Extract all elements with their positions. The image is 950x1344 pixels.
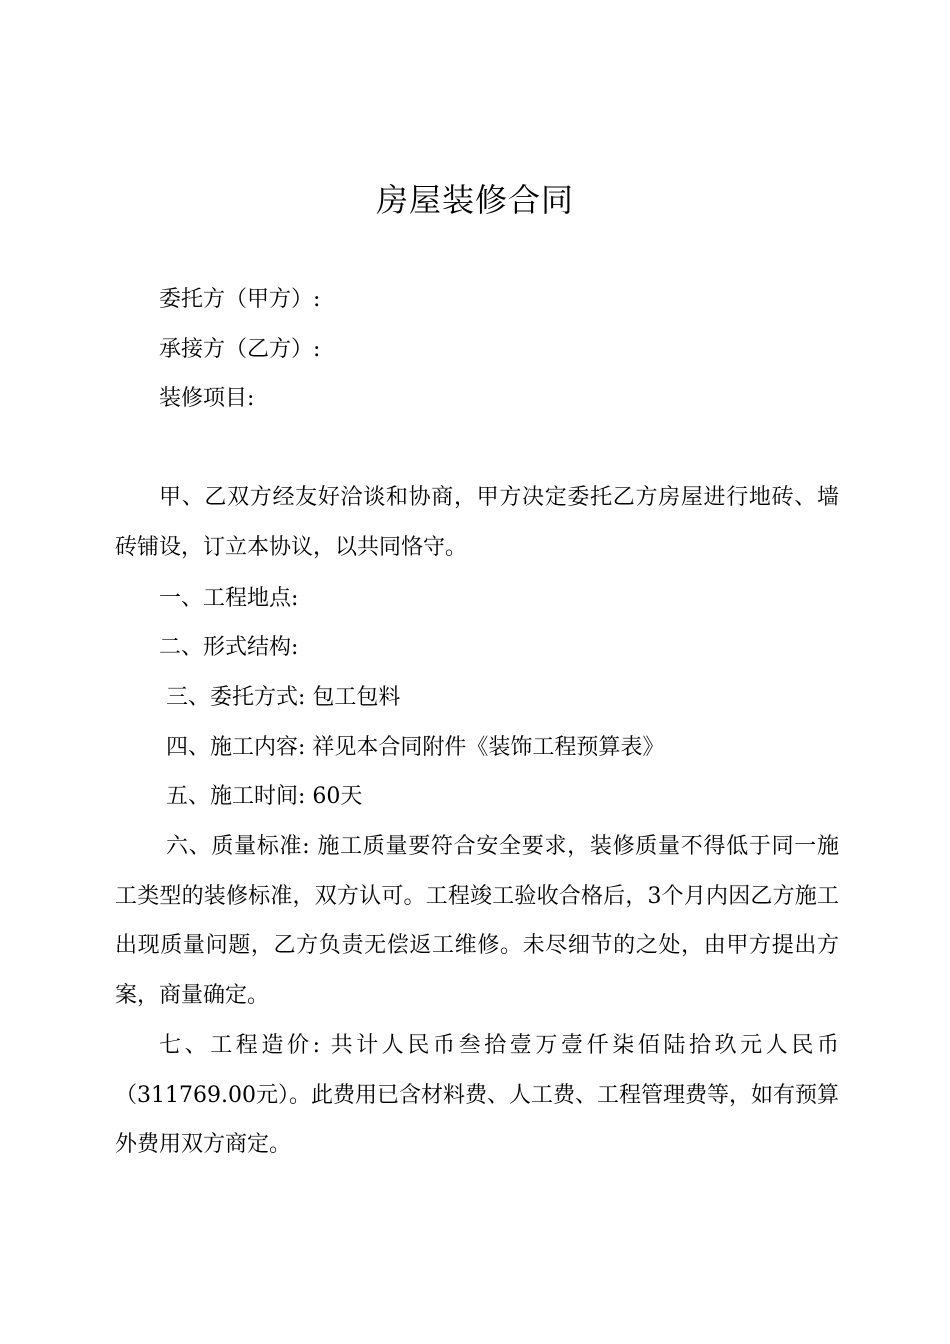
clause-commission-method: 三、委托方式: 包工包料 [166,685,401,710]
clause-structure: 二、形式结构: [159,635,299,660]
clause-work-content: 四、施工内容: 祥见本合同附件《装饰工程预算表》 [166,735,665,760]
project-line: 装修项目: [159,386,255,411]
clause-location: 一、工程地点: [159,586,299,611]
document-title: 房屋装修合同 [375,181,574,219]
contractor-party-line: 承接方（乙方）: [159,337,321,362]
intro-paragraph: 甲、乙双方经友好洽谈和协商，甲方决定委托乙方房屋进行地砖、墙砖铺设，订立本协议，以共同恪守。 [115,485,839,560]
clause-work-duration: 五、施工时间: 60天 [166,784,363,809]
clause-quality-standard: 六、质量标准: 施工质量要符合安全要求，装修质量不得低于同一施工类型的装修标准，双方认可。工程竣工验收合格后，3个月内因乙方施工出现质量问题，乙方负责无偿返工维修。未尽细节的之处，由甲方提出方案，商量确定。 [115,834,839,1008]
client-party-line: 委托方（甲方）: [159,287,321,312]
clause-project-cost: 七、工程造价: 共计人民币叁拾壹万壹仟柒佰陆拾玖元人民币（311769.00元）。此费用已含材料费、人工费、工程管理费等，如有预算外费用双方商定。 [115,1033,839,1157]
